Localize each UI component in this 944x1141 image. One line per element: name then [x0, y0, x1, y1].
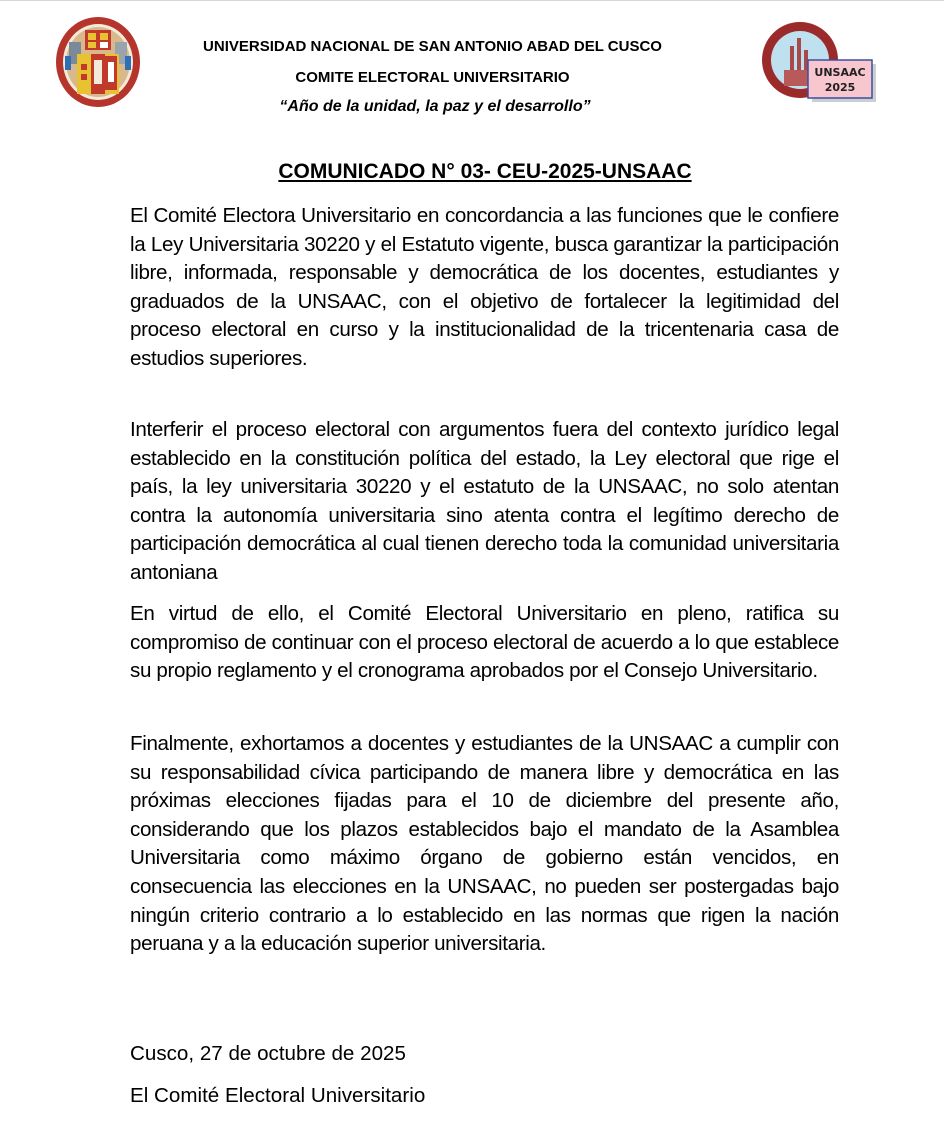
committee-name: COMITE ELECTORAL UNIVERSITARIO	[295, 69, 570, 86]
signature: El Comité Electoral Universitario	[130, 1084, 426, 1107]
year-motto: “Año de la unidad, la paz y el desarrollo”	[279, 98, 591, 115]
paragraph-text: El Comité Electora Universitario en concordancia a las funciones que le confiere la Ley Universitaria 30220 y el Estatuto vigente, busca garantizar la participación libre, informada, responsable y democrática de los docentes, estudiantes y graduados de la UNSAAC, con el objetivo de fortalecer la legitimidad del proceso electoral en curso y la institucionalidad de la tricentenaria casa de estudios superiores.	[130, 204, 839, 370]
place-date: Cusco, 27 de octubre de 2025	[130, 1042, 406, 1065]
electoral-committee-logo-icon	[760, 20, 876, 112]
badge-line2: 2025	[824, 81, 856, 94]
paragraph-1	[130, 202, 839, 374]
paragraph-text: Interferir el proceso electoral con argumentos fuera del contexto jurídico legal establecido en la constitución política del estado, la Ley electoral que rige el país, la ley universitaria 30220 y el estatuto de la UNSAAC, no solo atentan contra la autonomía universitaria sino atenta contra el legítimo derecho de participación democrática al cual tienen derecho toda la comunidad universitaria antoniana	[130, 418, 839, 584]
document-title: COMUNICADO N° 03- CEU-2025-UNSAAC	[278, 160, 692, 183]
badge-line1: UNSAAC	[814, 66, 866, 79]
paragraph-2	[130, 416, 839, 588]
university-name: UNIVERSIDAD NACIONAL DE SAN ANTONIO ABAD DEL CUSCO	[203, 38, 662, 55]
paragraph-text: En virtud de ello, el Comité Electoral Universitario en pleno, ratifica su compromiso de continuar con el proceso electoral de acuerdo a lo que establece su propio reglamento y el cronograma aprobados por el Consejo Universitario.	[130, 602, 839, 683]
paragraph-text: Finalmente, exhortamos a docentes y estudiantes de la UNSAAC a cumplir con su responsabilidad cívica participando de manera libre y democrática en las próximas elecciones fijadas para el 10 de diciembre del presente año, considerando que los plazos establecidos bajo el mandato de la Asamblea Universitaria como máximo órgano de gobierno están vencidos, en consecuencia las elecciones en la UNSAAC, no pueden ser postergadas bajo ningún criterio contrario a lo establecido en las normas que rigen la nación peruana y a la educación superior universitaria.	[130, 732, 839, 956]
page-top-border	[0, 0, 944, 1]
paragraph-4	[130, 730, 839, 959]
university-crest-icon	[55, 16, 141, 108]
paragraph-3	[130, 600, 839, 686]
